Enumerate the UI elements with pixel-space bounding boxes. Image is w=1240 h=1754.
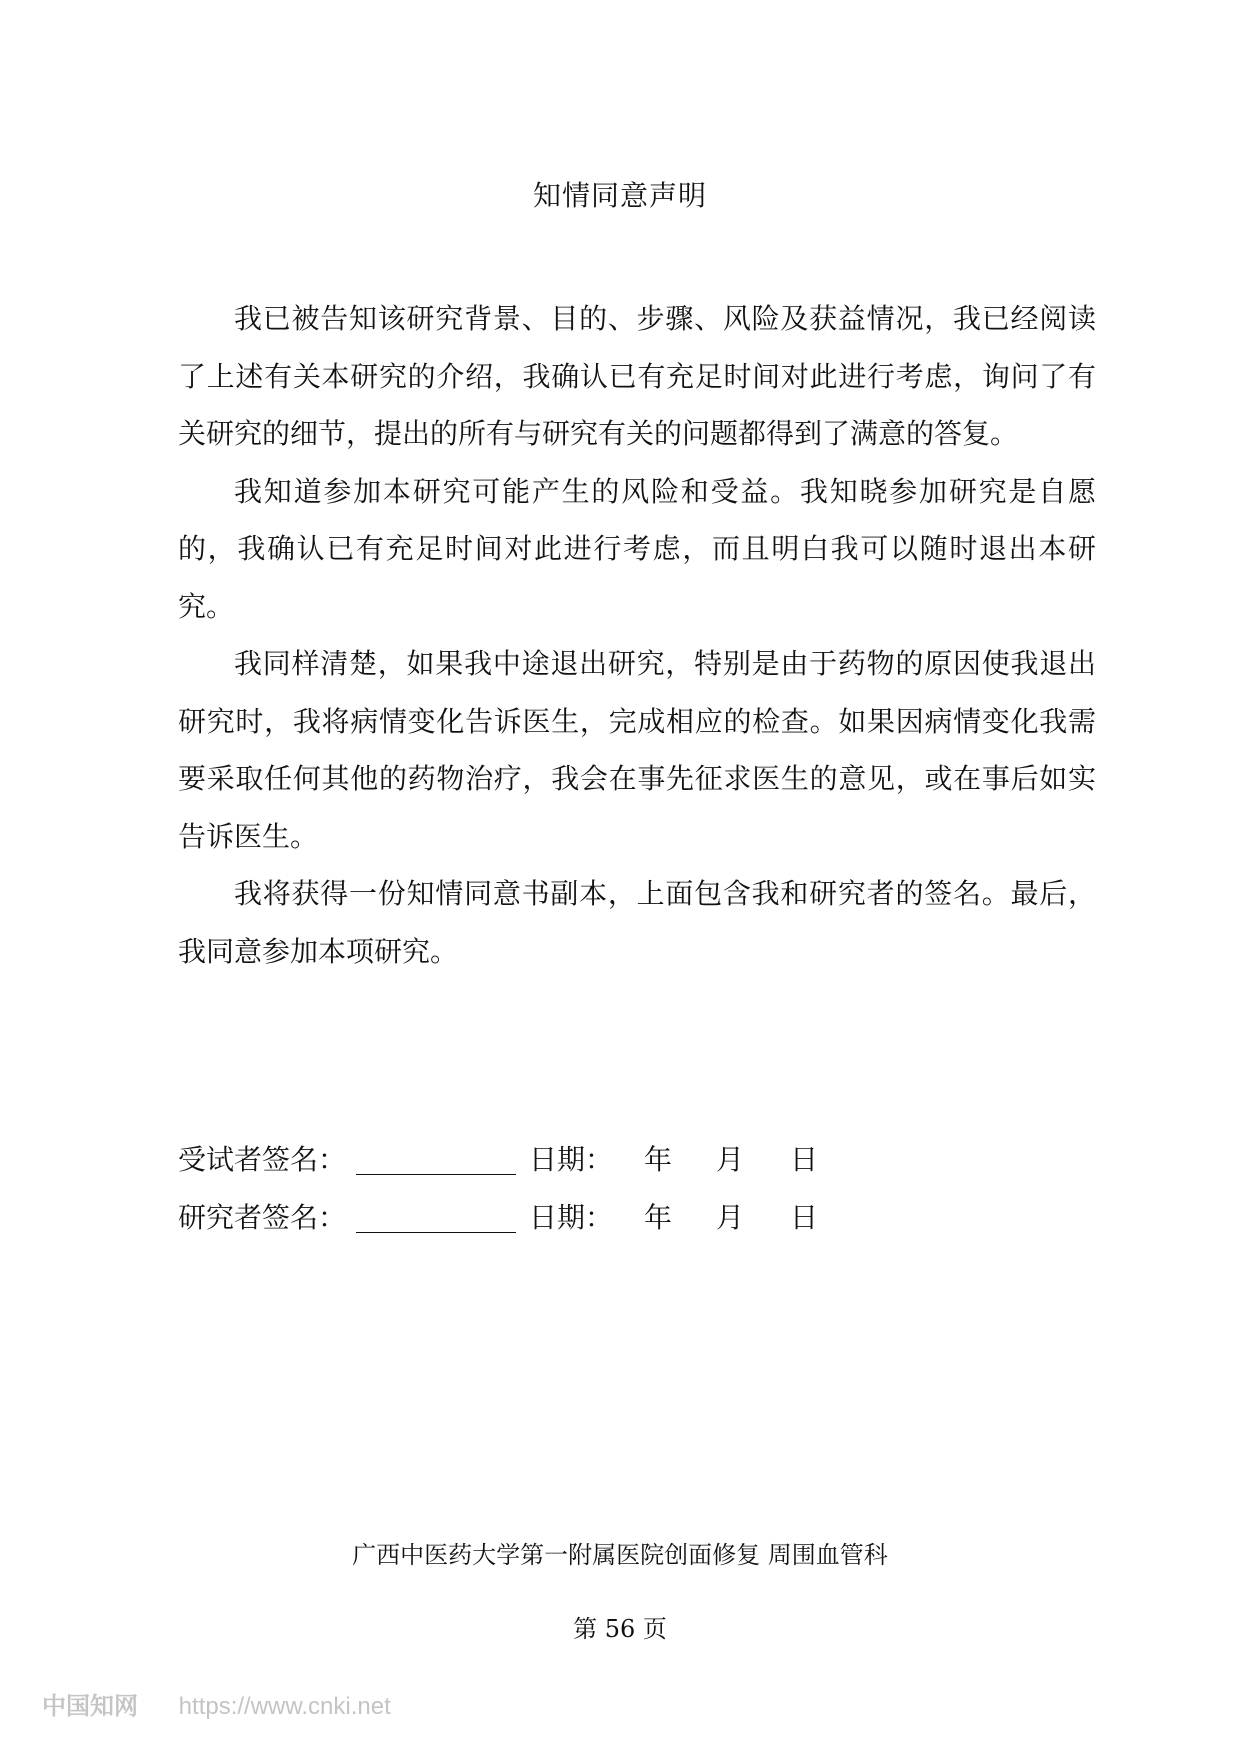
consent-body [178,290,1096,980]
subject-signature-line[interactable] [356,1174,516,1175]
consent-paragraph-1: 我已被告知该研究背景、目的、步骤、风险及获益情况，我已经阅读了上述有关本研究的介绍，我确认已有充足时间对此进行考虑，询问了有关研究的细节，提出的所有与研究有关的问题都得到了满意的答复。 [178,302,1096,450]
cnki-logo: 中国知网 [42,1693,138,1720]
subject-date-year: 年 [644,1143,673,1176]
researcher-date-label: 日期： [529,1201,614,1234]
page-number: 第 56 页 [573,1615,667,1643]
consent-paragraph-4: 我将获得一份知情同意书副本，上面包含我和研究者的签名。最后，我同意参加本项研究。 [178,877,1096,968]
consent-paragraph-2: 我知道参加本研究可能产生的风险和受益。我知晓参加研究是自愿的，我确认已有充足时间对此进行考虑，而且明白我可以随时退出本研究。 [178,474,1096,623]
page-title: 知情同意声明 [532,179,707,212]
researcher-signature-label: 研究者签名： [178,1201,347,1234]
cnki-url: https://www.cnki.net [178,1693,391,1720]
researcher-signature-line[interactable] [356,1232,516,1233]
subject-signature-row [178,1140,878,1198]
researcher-date-month: 月 [716,1201,745,1234]
footer-institution: 广西中医药大学第一附属医院创面修复 周围血管科 [352,1541,888,1569]
signature-block [178,1140,878,1256]
subject-signature-label: 受试者签名： [178,1143,347,1176]
subject-date-label: 日期： [529,1143,614,1176]
researcher-date-year: 年 [644,1201,673,1234]
researcher-signature-row [178,1198,878,1256]
cnki-watermark [42,1686,391,1721]
subject-date-month: 月 [716,1143,745,1176]
researcher-date-day: 日 [790,1201,819,1234]
consent-paragraph-3: 我同样清楚，如果我中途退出研究，特别是由于药物的原因使我退出研究时，我将病情变化告诉医生，完成相应的检查。如果因病情变化我需要采取任何其他的药物治疗，我会在事先征求医生的意见，或在事后如实告诉医生。 [178,647,1096,853]
subject-date-day: 日 [790,1143,819,1176]
